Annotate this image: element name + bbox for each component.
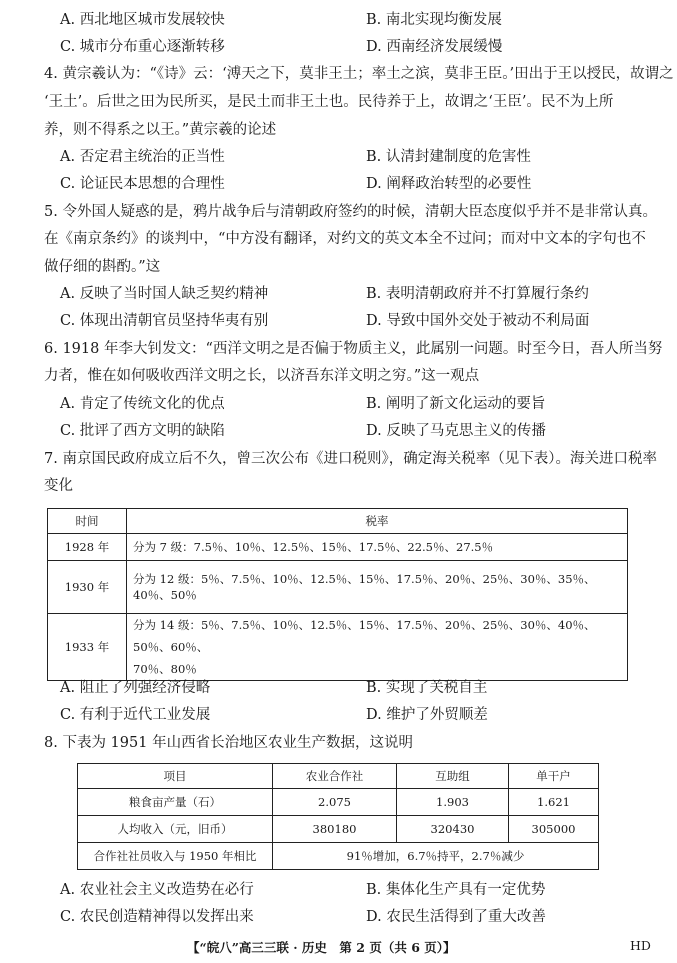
table-row — [48, 614, 628, 681]
agri-cell: 320430 — [397, 816, 509, 843]
agri-header-mutual-aid: 互助组 — [397, 764, 509, 789]
q8-option-a: A. 农业社会主义改造势在必行 — [60, 882, 254, 898]
agri-header-individual: 单干户 — [509, 764, 599, 789]
tariff-header-time: 时间 — [48, 509, 127, 534]
tariff-row-rates: 分为 12 级：5％、7.5％、10％、12.5％、15％、17.5％、20％、25％、30％、35％、40％、50％ — [127, 561, 628, 614]
q5-stem-line-3: 做仔细的斟酌。”这 — [44, 259, 161, 275]
q5-option-a: A. 反映了当时国人缺乏契约精神 — [60, 286, 269, 302]
q3-option-c: C. 城市分布重心逐渐转移 — [60, 39, 225, 55]
q5-stem-line-1: 5. 令外国人疑惑的是，鸦片战争后与清朝政府签约的时候，清朝大臣态度似乎并不是非常认真。 — [44, 204, 657, 220]
q8-option-c: C. 农民创造精神得以发挥出来 — [60, 909, 254, 925]
agriculture-table — [77, 763, 599, 870]
table-row — [48, 561, 628, 614]
q5-option-c: C. 体现出清朝官员坚持华夷有别 — [60, 313, 269, 329]
agri-cell: 合作社社员收入与 1950 年相比 — [78, 843, 273, 870]
agri-cell: 1.903 — [397, 789, 509, 816]
table-row — [78, 816, 599, 843]
tariff-row-year: 1930 年 — [48, 561, 127, 614]
agri-cell: 粮食亩产量（石） — [78, 789, 273, 816]
q4-stem-line-1: 4. 黄宗羲认为：“《诗》云：‘溥天之下，莫非王土；率土之滨，莫非王臣。’田出于王以授民，故谓之 — [44, 66, 674, 82]
q3-option-b: B. 南北实现均衡发展 — [366, 12, 502, 28]
tariff-row-rates-line-1: 分为 14 级：5％、7.5％、10％、12.5％、15％、17.5％、20％、25％、30％、40％、50％、60％、 — [133, 618, 596, 654]
q8-stem-line-1: 8. 下表为 1951 年山西省长治地区农业生产数据，这说明 — [44, 735, 414, 751]
tariff-row-rates: 分为 7 级：7.5％、10％、12.5％、15％、17.5％、22.5％、27.5％ — [127, 534, 628, 561]
q7-stem-line-2: 变化 — [44, 478, 73, 494]
q6-option-a: A. 肯定了传统文化的优点 — [60, 396, 225, 412]
q6-option-b: B. 阐明了新文化运动的要旨 — [366, 396, 546, 412]
table-row — [78, 843, 599, 870]
q4-stem-line-3: 养，则不得系之以王。”黄宗羲的论述 — [44, 122, 277, 138]
q4-stem-line-2: ‘王土’。后世之田为民所买，是民土而非王土也。民待养于上，故谓之‘王臣’。民不为上所 — [44, 94, 614, 110]
tariff-row-rates — [127, 614, 628, 681]
q6-option-c: C. 批评了西方文明的缺陷 — [60, 423, 225, 439]
q7-option-c: C. 有利于近代工业发展 — [60, 707, 211, 723]
table-row — [48, 534, 628, 561]
q5-stem-line-2: 在《南京条约》的谈判中，“中方没有翻译，对约文的英文本全不过问；而对中文本的字句也不 — [44, 231, 646, 247]
agriculture-table-header-row — [78, 764, 599, 789]
tariff-table-header-row — [48, 509, 628, 534]
table-row — [78, 789, 599, 816]
q3-option-d: D. 西南经济发展缓慢 — [366, 39, 503, 55]
tariff-table — [47, 508, 628, 681]
q5-option-d: D. 导致中国外交处于被动不利局面 — [366, 313, 590, 329]
agri-cell: 人均收入（元，旧币） — [78, 816, 273, 843]
q3-option-a: A. 西北地区城市发展较快 — [60, 12, 225, 28]
q6-stem-line-1: 6. 1918 年李大钊发文：“西洋文明之是否偏于物质主义，此属别一问题。时至今日，吾人所当努 — [44, 341, 663, 357]
q7-stem-line-1: 7. 南京国民政府成立后不久，曾三次公布《进口税则》，确定海关税率（见下表）。海关进口税率 — [44, 451, 657, 467]
q4-option-c: C. 论证民本思想的合理性 — [60, 176, 225, 192]
agri-header-coop: 农业合作社 — [273, 764, 397, 789]
q6-option-d: D. 反映了马克思主义的传播 — [366, 423, 546, 439]
tariff-row-year: 1933 年 — [48, 614, 127, 681]
agri-header-item: 项目 — [78, 764, 273, 789]
tariff-row-year: 1928 年 — [48, 534, 127, 561]
q4-option-b: B. 认清封建制度的危害性 — [366, 149, 531, 165]
page-footer: 【“皖八”高三三联 · 历史 第 2 页（共 6 页）】 — [187, 940, 456, 955]
q7-option-b: B. 实现了关税自主 — [366, 680, 488, 696]
q7-option-d: D. 维护了外贸顺差 — [366, 707, 488, 723]
agri-cell: 1.621 — [509, 789, 599, 816]
q4-option-a: A. 否定君主统治的正当性 — [60, 149, 225, 165]
q4-option-d: D. 阐释政治转型的必要性 — [366, 176, 532, 192]
agri-cell-merged: 91％增加，6.7％持平，2.7％减少 — [273, 843, 599, 870]
agri-cell: 2.075 — [273, 789, 397, 816]
footer-code: HD — [630, 938, 651, 953]
q7-option-a: A. 阻止了列强经济侵略 — [60, 680, 211, 696]
q6-stem-line-2: 力者，惟在如何吸收西洋文明之长，以济吾东洋文明之穷。”这一观点 — [44, 368, 480, 384]
tariff-row-rates-line-2: 70％、80％ — [133, 662, 197, 676]
agri-cell: 305000 — [509, 816, 599, 843]
tariff-header-rate: 税率 — [127, 509, 628, 534]
q8-option-b: B. 集体化生产具有一定优势 — [366, 882, 546, 898]
agri-cell: 380180 — [273, 816, 397, 843]
q8-option-d: D. 农民生活得到了重大改善 — [366, 909, 546, 925]
q5-option-b: B. 表明清朝政府并不打算履行条约 — [366, 286, 589, 302]
